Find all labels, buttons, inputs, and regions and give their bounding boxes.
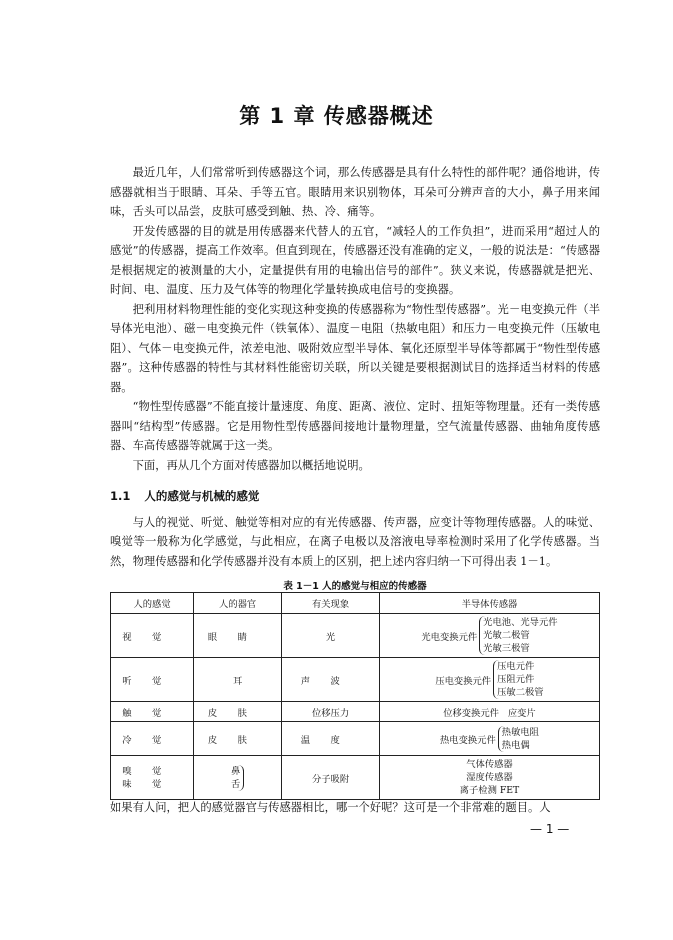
chapter-title: 第 1 章 传感器概述 bbox=[239, 104, 434, 128]
sense-item: 嗅觉 bbox=[122, 765, 182, 777]
table-row bbox=[111, 722, 600, 756]
phenomenon-cell: 温度 bbox=[282, 722, 380, 756]
section-title: 人的感觉与机械的感觉 bbox=[144, 489, 260, 503]
table-row bbox=[111, 756, 600, 800]
table-caption: 表 1－1 人的感觉与相应的传感器 bbox=[283, 581, 427, 592]
paragraph: 如果有人问，把人的感觉器官与传感器相比，哪一个好呢？这可是一个非常难的题目。人 bbox=[110, 801, 551, 814]
sensor-item: 光敏二极管 bbox=[483, 630, 530, 641]
paragraph: 开发传感器的目的就是用传感器来代替人的五官，“减轻人的工作负担”，进而采用“超过人的感觉”的传感器，提高工作效率。但直到现在，传感器还没有准确的定义，一般的说法是：“传感器是根据规定的被测量的大小，定量提供有用的电输出信号的部件”。狭义来说，传感器就是把光、时间、电、温度、压力及气体等的物理化学量转换成电信号的变换器。 bbox=[110, 224, 600, 296]
phenomenon-cell: 声波 bbox=[282, 658, 380, 702]
organ-cell: 皮肤 bbox=[194, 702, 282, 722]
sensor-cell bbox=[379, 722, 599, 756]
sensor-item: 热电偶 bbox=[501, 739, 530, 751]
sense-cell: 听觉 bbox=[111, 658, 194, 702]
paragraph: “物性型传感器”不能直接计量速度、角度、距离、液位、定时、扭矩等物理量。还有一类传感器叫“结构型”传感器。它是用物性型传感器间接地计量物理量，空气流量传感器、曲轴角度传感器、车高传感器等就属于这一类。 bbox=[110, 400, 600, 452]
phenomenon-cell: 分子吸附 bbox=[282, 756, 380, 800]
sensor-item: 光电池、光导元件 bbox=[483, 617, 558, 628]
sensor-group: 光电变换元件 bbox=[421, 631, 478, 643]
sensor-list bbox=[493, 660, 544, 699]
section-number: 1.1 bbox=[110, 489, 131, 503]
sensor-item: 热敏电阻 bbox=[501, 726, 539, 738]
sensor-item: 湿度传感器 bbox=[466, 772, 513, 783]
sense-cell: 触觉 bbox=[111, 702, 194, 722]
sensor-cell: 位移变换元件 应变片 bbox=[379, 702, 599, 722]
table-header-row bbox=[111, 593, 600, 614]
organ-cell: 耳 bbox=[194, 658, 282, 702]
sensor-item: 气体传感器 bbox=[466, 759, 513, 770]
body-text bbox=[110, 163, 600, 571]
header-cell: 人的感觉 bbox=[111, 593, 194, 614]
sensor-item: 光敏三极管 bbox=[483, 643, 530, 654]
sense-cell: 冷觉 bbox=[111, 722, 194, 756]
header-cell: 半导体传感器 bbox=[379, 593, 599, 614]
page-number: — 1 — bbox=[530, 822, 570, 836]
sensor-item: 压电元件 bbox=[497, 661, 535, 672]
sensor-list bbox=[479, 616, 557, 655]
organ-cell bbox=[194, 756, 282, 800]
sensor-cell bbox=[379, 658, 599, 702]
organ-item: 舌 bbox=[230, 778, 241, 790]
header-cell: 有关现象 bbox=[282, 593, 380, 614]
section-heading bbox=[110, 487, 600, 507]
sense-item: 味觉 bbox=[122, 778, 182, 790]
organ-cell: 皮肤 bbox=[194, 722, 282, 756]
sensor-cell bbox=[379, 614, 599, 658]
sensor-cell bbox=[379, 756, 599, 800]
sensor-item: 离子检测 FET bbox=[459, 785, 520, 796]
paragraph: 下面，再从几个方面对传感器加以概括地说明。 bbox=[132, 458, 370, 472]
sense-cell: 视觉 bbox=[111, 614, 194, 658]
organ-item: 鼻 bbox=[230, 765, 241, 777]
sensor-group: 压电变换元件 bbox=[435, 675, 492, 687]
sensor-item: 压敏二极管 bbox=[497, 687, 544, 698]
phenomenon-cell: 位移压力 bbox=[282, 702, 380, 722]
table-row bbox=[111, 614, 600, 658]
senses-table bbox=[110, 592, 600, 800]
paragraph: 把利用材料物理性能的变化实现这种变换的传感器称为“物性型传感器”。光－电变换元件（半导体光电池）、磁－电变换元件（铁氧体）、温度－电阻（热敏电阻）和压力－电变换元件（压敏电阻）、气体－电变换元件，浓差电池、吸附效应型半导体、氧化还原型半导体等都属于“物性型传感器”。这种传感器的特性与其材料性能密切关联，所以关键是要根据测试目的选择适当材料的传感器。 bbox=[110, 302, 600, 394]
table-row bbox=[111, 658, 600, 702]
header-cell: 人的器官 bbox=[194, 593, 282, 614]
phenomenon-cell: 光 bbox=[282, 614, 380, 658]
section-paragraph: 与人的视觉、听觉、触觉等相对应的有光传感器、传声器，应变计等物理传感器。人的味觉、嗅觉等一般称为化学感觉，与此相应，在离子电极以及溶液电导率检测时采用了化学传感器。当然，物理传感器和化学传感器并没有本质上的区别，把上述内容归纳一下可得出表 1－1。 bbox=[110, 515, 600, 568]
continuation-text bbox=[110, 798, 610, 817]
paragraph: 最近几年，人们常常听到传感器这个词，那么传感器是具有什么特性的部件呢？通俗地讲，传感器就相当于眼睛、耳朵、手等五官。眼睛用来识别物体，耳朵可分辨声音的大小，鼻子用来闻味，舌头可以品尝，皮肤可感受到触、热、冷、痛等。 bbox=[110, 166, 600, 218]
sensor-list bbox=[498, 726, 539, 752]
sensor-group: 热电变换元件 bbox=[439, 734, 496, 746]
table-row bbox=[111, 702, 600, 722]
organ-cell: 眼睛 bbox=[194, 614, 282, 658]
sense-cell bbox=[111, 756, 194, 800]
sensor-item: 压阻元件 bbox=[497, 674, 535, 685]
